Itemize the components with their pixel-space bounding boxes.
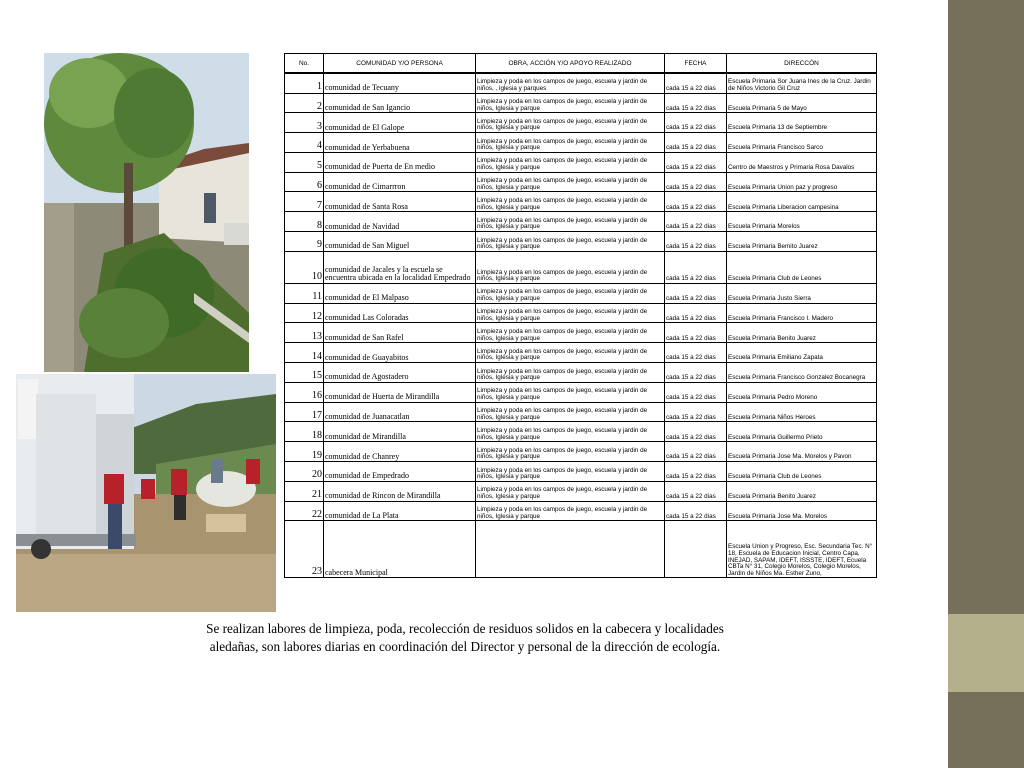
cell-no: 19 [285,442,324,462]
cell-no: 1 [285,73,324,93]
cell-comunidad: comunidad de Cimarrron [324,172,476,192]
cell-fecha: cada 15 a 22 dias [665,152,727,172]
cell-obra: Limpieza y poda en los campos de juego, escuela y jardin de niños, Iglesia y parque [476,343,665,363]
table-row [285,363,877,383]
caption-line-2: aledañas, son labores diarias en coordinación del Director y personal de la dirección de ecología. [209,639,721,654]
cell-no: 11 [285,283,324,303]
cell-comunidad: comunidad de Tecuany [324,73,476,93]
cell-obra: Limpieza y poda en los campos de juego, escuela y jardin de niños, Iglesia y parque [476,481,665,501]
cell-comunidad: comunidad de Empedrado [324,462,476,482]
cell-direccion: Escuela Primaria Pedro Moreno [727,382,877,402]
photo-waste-collection-drawing [16,374,276,612]
cell-fecha: cada 15 a 22 dias [665,462,727,482]
sidebar-band-middle [948,614,1024,692]
activities-table [284,53,877,578]
table-row [285,343,877,363]
cell-fecha: cada 15 a 22 dias [665,501,727,521]
cell-no: 8 [285,212,324,232]
cell-obra: Limpieza y poda en los campos de juego, escuela y jardin de niños, Iglesia y parque [476,133,665,153]
cell-comunidad: comunidad de Puerta de En medio [324,152,476,172]
cell-comunidad: comunidad de San Rafel [324,323,476,343]
activities-table-container [284,53,876,585]
cell-direccion: Escuela Primaria Sor Juana Ines de la Cruz. Jardin de Niños Victorio Gil Cruz [727,73,877,93]
table-row [285,192,877,212]
cell-no: 10 [285,251,324,283]
cell-direccion: Escuela Primaria 13 de Septiembre [727,113,877,133]
header-fecha: FECHA [665,54,727,74]
table-row [285,133,877,153]
cell-comunidad: comunidad de Rincon de Mirandilla [324,481,476,501]
cell-no: 5 [285,152,324,172]
cell-no: 15 [285,363,324,383]
cell-no: 14 [285,343,324,363]
table-row [285,232,877,252]
cell-direccion: Escuela Primaria Guillermo Prieto [727,422,877,442]
cell-comunidad: comunidad de San Miguel [324,232,476,252]
cell-no: 18 [285,422,324,442]
cell-no: 16 [285,382,324,402]
table-row [285,303,877,323]
cell-no: 3 [285,113,324,133]
cell-fecha: cada 15 a 22 dias [665,251,727,283]
cell-obra: Limpieza y poda en los campos de juego, escuela y jardin de niños, Iglesia y parque [476,382,665,402]
cell-fecha: cada 15 a 22 dias [665,73,727,93]
cell-fecha: cada 15 a 22 dias [665,212,727,232]
cell-no: 13 [285,323,324,343]
cell-obra: Limpieza y poda en los campos de juego, escuela y jardin de niños, Iglesia y parque [476,152,665,172]
caption-line-1: Se realizan labores de limpieza, poda, recolección de residuos solidos en la cabecera y localidades [206,621,724,636]
cell-comunidad: comunidad Las Coloradas [324,303,476,323]
cell-fecha: cada 15 a 22 dias [665,442,727,462]
cell-comunidad: comunidad de El Malpaso [324,283,476,303]
cell-no: 4 [285,133,324,153]
cell-direccion: Escuela Primaria Jose Ma. Morelos [727,501,877,521]
table-row [285,382,877,402]
cell-fecha [665,521,727,578]
cell-obra: Limpieza y poda en los campos de juego, escuela y jardin de niños, Iglesia y parque [476,212,665,232]
cell-comunidad: comunidad de La Plata [324,501,476,521]
cell-obra: Limpieza y poda en los campos de juego, escuela y jardin de niños, Iglesia y parque [476,303,665,323]
cell-obra: Limpieza y poda en los campos de juego, escuela y jardin de niños, Iglesia y parque [476,462,665,482]
cell-fecha: cada 15 a 22 dias [665,481,727,501]
cell-obra: Limpieza y poda en los campos de juego, escuela y jardin de niños, Iglesia y parque [476,402,665,422]
table-row [285,481,877,501]
cell-fecha: cada 15 a 22 dias [665,232,727,252]
cell-comunidad: comunidad de Jacales y la escuela se encuentra ubicada en la localidad Empedrado [324,251,476,283]
cell-no: 12 [285,303,324,323]
cell-obra: Limpieza y poda en los campos de juego, escuela y jardin de niños, Iglesia y parque [476,501,665,521]
cell-fecha: cada 15 a 22 dias [665,283,727,303]
table-row [285,462,877,482]
cell-comunidad: comunidad de Agostadero [324,363,476,383]
cell-obra: Limpieza y poda en los campos de juego, escuela y jardin de niños, Iglesia y parque [476,93,665,113]
cell-fecha: cada 15 a 22 dias [665,133,727,153]
table-row [285,172,877,192]
cell-no: 9 [285,232,324,252]
cell-comunidad: comunidad de Chanrey [324,442,476,462]
table-row [285,73,877,93]
cell-direccion: Escuela Primaria 5 de Mayo [727,93,877,113]
sidebar-band-top [948,0,1024,614]
cell-obra [476,521,665,578]
cell-comunidad: comunidad de Santa Rosa [324,192,476,212]
cell-direccion: Escuela Primaria Bemito Juarez [727,232,877,252]
cell-direccion: Escuela Primaria Morelos [727,212,877,232]
cell-comunidad: comunidad de Navidad [324,212,476,232]
sidebar-band-bottom [948,692,1024,768]
header-no: No. [285,54,324,74]
cell-fecha: cada 15 a 22 dias [665,422,727,442]
cell-obra: Limpieza y poda en los campos de juego, escuela y jardin de niños, Iglesia y parque [476,442,665,462]
photo-street-cleanup-drawing [44,53,249,372]
cell-fecha: cada 15 a 22 dias [665,303,727,323]
cell-obra: Limpieza y poda en los campos de juego, escuela y jardin de niños, Iglesia y parque [476,422,665,442]
cell-no: 2 [285,93,324,113]
cell-obra: Limpieza y poda en los campos de juego, escuela y jardin de niños, Iglesia y parque [476,283,665,303]
cell-obra: Limpieza y poda en los campos de juego, escuela y jardin de niños, Iglesia y parque [476,172,665,192]
cell-direccion: Escuela Union y Progreso, Esc. Secundaria Tec. N° 18, Escuela de Educacion Inicial, Centro Capa, INEJAD, SAPAM, IDEFT, ISSSTE, IDEFT, Ecuela CBTa N° 31, Colegio Morelos, Colegio Morelos, Jardin de Niños Ma. Esther Zuno, [727,521,877,578]
cell-direccion: Escuela Primaria Club de Leones [727,251,877,283]
cell-obra: Limpieza y poda en los campos de juego, escuela y jardin de niños, Iglesia y parque [476,232,665,252]
cell-no: 23 [285,521,324,578]
cell-obra: Limpieza y poda en los campos de juego, escuela y jardin de niños, Iglesia y parque [476,251,665,283]
cell-comunidad: cabecera Municipal [324,521,476,578]
cell-direccion: Escuela Primaria Liberacion campesina [727,192,877,212]
cell-direccion: Escuela Primaria Justo Sierra [727,283,877,303]
cell-fecha: cada 15 a 22 dias [665,113,727,133]
cell-comunidad: comunidad de Guayabitos [324,343,476,363]
cell-fecha: cada 15 a 22 dias [665,323,727,343]
table-header-row [285,54,877,74]
cell-no: 6 [285,172,324,192]
cell-fecha: cada 15 a 22 dias [665,343,727,363]
cell-fecha: cada 15 a 22 dias [665,192,727,212]
cell-no: 7 [285,192,324,212]
cell-no: 21 [285,481,324,501]
cell-direccion: Escuela Primaria Francisco Sarco [727,133,877,153]
cell-direccion: Escuela Primaria Emiliano Zapata [727,343,877,363]
table-row [285,93,877,113]
cell-direccion: Escuela Primaria Francisco Gonzalez Bocanegra [727,363,877,383]
table-row [285,442,877,462]
table-row [285,212,877,232]
cell-comunidad: comunidad de Juanacatlan [324,402,476,422]
table-row [285,501,877,521]
cell-obra: Limpieza y poda en los campos de juego, escuela y jardin de niños, Iglesia y parque [476,363,665,383]
photo-waste-collection [16,374,276,612]
cell-obra: Limpieza y poda en los campos de juego, escuela y jardin de niños, , iglesia y parques [476,73,665,93]
cell-direccion: Escuela Primaria Benito Juarez [727,481,877,501]
cell-comunidad: comunidad de Huerta de Mirandilla [324,382,476,402]
table-row [285,521,877,578]
cell-no: 17 [285,402,324,422]
photo-street-cleanup [44,53,249,372]
cell-direccion: Escuela Primaria Benito Juarez [727,323,877,343]
table-row [285,422,877,442]
cell-fecha: cada 15 a 22 dias [665,93,727,113]
table-row [285,402,877,422]
cell-no: 20 [285,462,324,482]
cell-obra: Limpieza y poda en los campos de juego, escuela y jardin de niños, Iglesia y parque [476,192,665,212]
cell-fecha: cada 15 a 22 dias [665,172,727,192]
cell-direccion: Centro de Maestros y Primaria Rosa Davalos [727,152,877,172]
cell-direccion: Escuela Primaria Club de Leones [727,462,877,482]
cell-obra: Limpieza y poda en los campos de juego, escuela y jardin de niños, Iglesia y parque [476,113,665,133]
cell-fecha: cada 15 a 22 dias [665,402,727,422]
table-row [285,152,877,172]
cell-comunidad: comunidad de Yerbabuena [324,133,476,153]
cell-fecha: cada 15 a 22 dias [665,382,727,402]
table-row [285,113,877,133]
header-direccion: DIRECCÓN [727,54,877,74]
cell-no: 22 [285,501,324,521]
cell-comunidad: comunidad de Mirandilla [324,422,476,442]
header-comunidad: COMUNIDAD Y/O PERSONA [324,54,476,74]
cell-direccion: Escuela Primaria Francisco I. Madero [727,303,877,323]
table-row [285,251,877,283]
table-row [285,283,877,303]
table-row [285,323,877,343]
cell-direccion: Escuela Primaria Jose Ma. Morelos y Pavon [727,442,877,462]
cell-obra: Limpieza y poda en los campos de juego, escuela y jardin de niños, Iglesia y parque [476,323,665,343]
cell-direccion: Escuela Primaria Union paz y progreso [727,172,877,192]
slide-caption [120,620,810,656]
cell-fecha: cada 15 a 22 dias [665,363,727,383]
cell-comunidad: comunidad de San Igancio [324,93,476,113]
header-obra: OBRA, ACCIÓN Y/O APOYO REALIZADO [476,54,665,74]
cell-direccion: Escuela Primaria Niños Heroes [727,402,877,422]
cell-comunidad: comunidad de El Galope [324,113,476,133]
